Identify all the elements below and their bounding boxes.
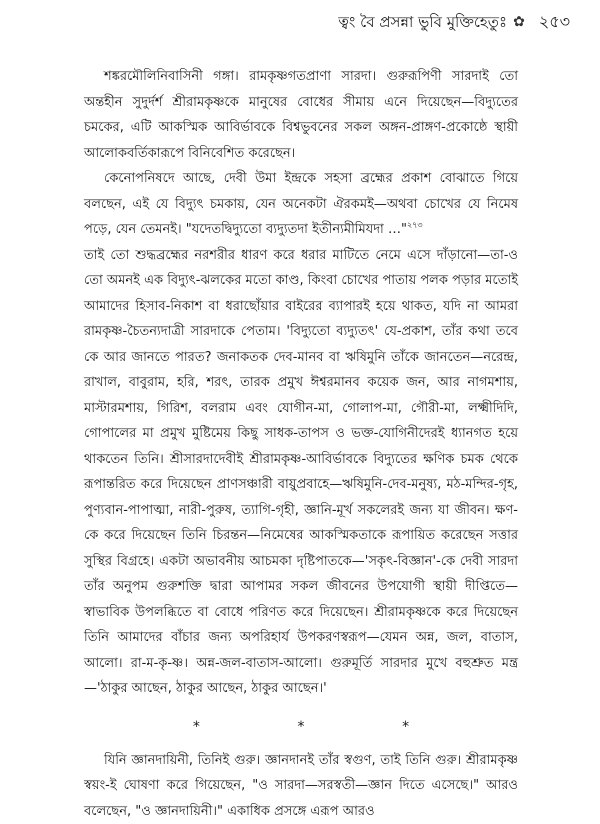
page-body [84,64,518,824]
running-title: ত্বং বৈ প্রসন্না ভুবি মুক্তিহেতুঃ [338,12,507,32]
paragraph-2 [84,166,518,243]
running-header [338,12,570,32]
paragraph-1: শঙ্করমৌলিনিবাসিনী গঙ্গা। রামকৃষ্ণগতপ্রাণা সারদা। গুরুরূপিণী সারদাই তো অন্তহীন সুদুর্দর্শ শ্রীরামকৃষ্ণকে মানুষের বোধের সীমায় এনে দিয়েছেন—বিদ্যুতের চমকের, এটি আকস্মিক আবির্ভাবকে বিশ্বভুবনের সকল অঙ্গন-প্রাঙ্গণ-প্রকোষ্ঠে স্থায়ী আলোকবর্তিকারূপে বিনিবেশিত করেছেন। [84,64,518,166]
section-separator [84,718,518,736]
separator-asterisk: * [402,718,409,736]
flower-ornament-icon: ✿ [513,12,525,32]
separator-asterisk: * [297,718,304,736]
paragraph-3: তাই তো শুদ্ধব্রহ্মের নরশরীর ধারণ করে ধরার মাটিতে নেমে এসে দাঁড়ানো—তা-ও তো অমনই এক বিদ্যুৎ-ঝলকের মতো কাণ্ড, কিংবা চোখের পাতায় পলক পড়ার মতোই আমাদের হিসাব-নিকাশ বা ধরাছোঁয়ার বাইরের ব্যাপারই হয়ে থাকত, যদি না আমরা রামকৃষ্ণ-চৈতন্যদাত্রী সারদাকে পেতাম। 'বিদ্যুতো ব্যদ্যুতৎ' যে-প্রকাশ, তাঁর কথা তবে কে আর জানতে পারত? জনাকতক দেব-মানব বা ঋষিমুনি তাঁকে জানতেন—নরেন্দ্র, রাখাল, বাবুরাম, হরি, শরৎ, তারক প্রমুখ ঈশ্বরমানব কয়েক জন, আর নাগমশায়, মাস্টারমশায়, গিরিশ, বলরাম এবং যোগীন-মা, গোলাপ-মা, গৌরী-মা, লক্ষ্মীদিদি, গোপালের মা প্রমুখ মুষ্টিমেয় কিছু সাধক-তাপস ও ভক্ত-যোগিনীদেরই ধ্যানগত হয়ে থাকতেন তিনি। শ্রীসারদাদেবীই শ্রীরামকৃষ্ণ-আবির্ভাবকে বিদ্যুতের ক্ষণিক চমক থেকে রূপান্তরিত করে দিয়েছেন প্রাণসঞ্চারী বায়ুপ্রবাহে—ঋষিমুনি-দেব-মনুষ্য, মঠ-মন্দির-গৃহ, পুণ্যবান-পাপাত্মা, নারী-পুরুষ, ত্যাগি-গৃহী, জ্ঞানি-মূর্খ সকলেরই জন্য যা জীবন। ক্ষণ-কে করে দিয়েছেন তিনি চিরন্তন—নিমেষের আকস্মিকতাকে রূপায়িত করেছেন সত্তার সুস্থির বিগ্রহে। একটা অভাবনীয় আচমকা দৃষ্টিপাতকে—'সকৃৎ-বিজ্ঞান'-কে দেবী সারদা তাঁর অনুপম গুরুশক্তি দ্বারা আপামর সকল জীবনের উপযোগী স্থায়ী দীপ্তিতে—স্বাভাবিক উপলব্ধিতে বা বোধে পরিণত করে দিয়েছেন। শ্রীরামকৃষ্ণকে করে দিয়েছেন তিনি আমাদের বাঁচার জন্য অপরিহার্য উপকরণস্বরূপ—যেমন অন্ন, জল, বাতাস, আলো। রা-ম-কৃ-ষ্ণ। অন্ন-জল-বাতাস-আলো। গুরুমূর্তি সারদার মুখে বহুশ্রুত মন্ত্র—'ঠাকুর আছেন, ঠাকুর আছেন, ঠাকুর আছেন।' [84,243,518,702]
paragraph-2-text: কেনোপনিষদে আছে, দেবী উমা ইন্দ্রকে সহসা ব্রহ্মের প্রকাশ বোঝাতে গিয়ে বলছেন, এই যে বিদ্যুৎ চমকায়, যেন অনেকটা ঐরকমই—অথবা চোখের যে নিমেষ পড়ে, যেন তেমনই। "যদেতদ্বিদ্যুতো ব্যদ্যুতদা ইতীন্যমীমিযদা …" [84,171,518,237]
page-number: ২৫৩ [539,12,570,32]
separator-asterisk: * [193,718,200,736]
paragraph-4: যিনি জ্ঞানদায়িনী, তিনিই গুরু। জ্ঞানদানই তাঁর স্বগুণ, তাই তিনি গুরু। শ্রীরামকৃষ্ণ স্বয়ং-ই ঘোষণা করে গিয়েছেন, "ও সারদা—সরস্বতী—জ্ঞান দিতে এসেছে।" আরও বলেছেন, "ও জ্ঞানদায়িনী।" একাধিক প্রসঙ্গে এরূপ আরও [84,748,518,824]
footnote-reference: ২৭৩ [407,221,423,230]
